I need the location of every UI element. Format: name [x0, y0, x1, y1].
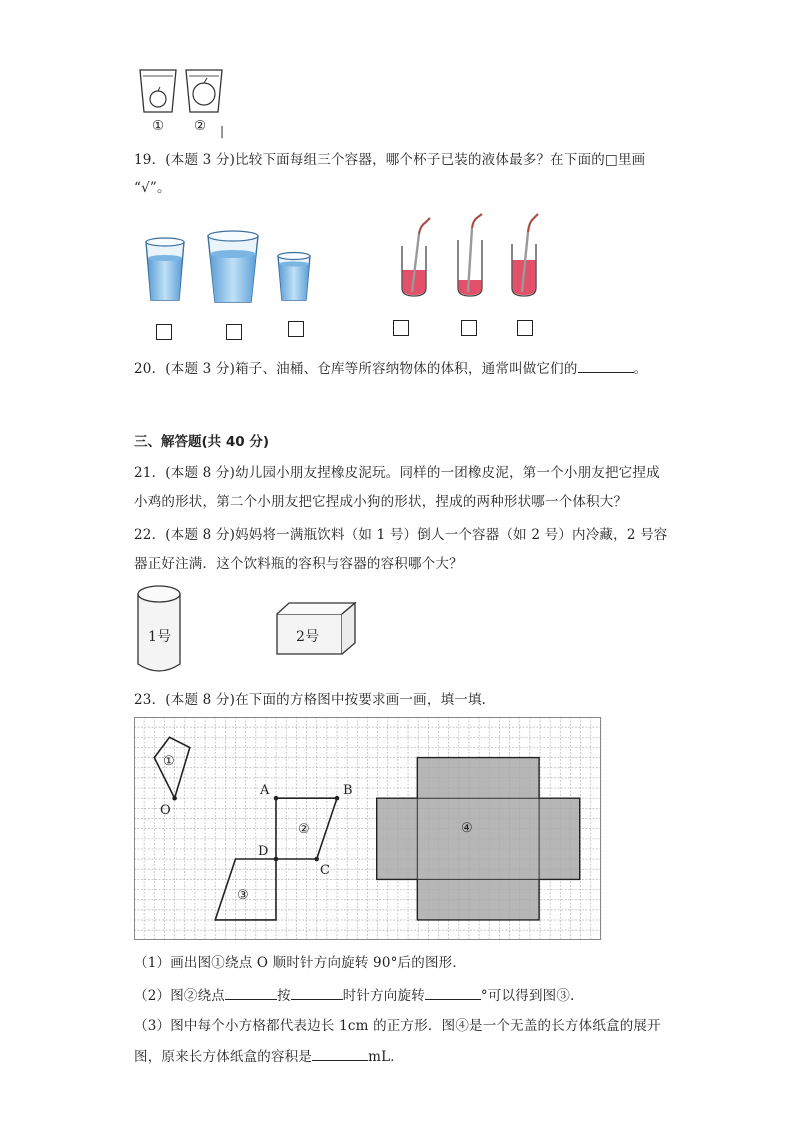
q23-part2	[134, 985, 575, 1006]
juice-glass-3	[512, 214, 538, 296]
top-cups-figure	[134, 66, 234, 138]
cup-label-2: ②	[194, 118, 207, 134]
stray-mark: |	[220, 124, 225, 138]
water-glass-2	[208, 231, 258, 302]
label-fig3: ③	[237, 888, 249, 903]
label-fig1: ①	[163, 754, 175, 769]
checkbox-water-3[interactable]	[288, 321, 304, 337]
water-glasses-figure	[140, 228, 320, 308]
q23-angle-blank[interactable]	[425, 985, 481, 1000]
q23-part2-c: 时针方向旋转	[342, 988, 425, 1004]
q23-part3-line1: （3）图中每个小方格都代表边长 1cm 的正方形．图④是一个无盖的长方体纸盒的展开	[134, 1018, 661, 1034]
box-net-shape-4	[377, 758, 580, 920]
juice-glasses-figure	[392, 208, 552, 304]
q20	[134, 358, 647, 379]
q20-end: 。	[633, 361, 648, 377]
q22-line1: 22．(本题 8 分)妈妈将一满瓶饮料（如 1 号）倒人一个容器（如 2 号）内冷藏，2 号容	[134, 527, 668, 543]
q23-part3-line2	[134, 1046, 404, 1067]
label-B: B	[343, 783, 353, 798]
water-glass-1	[146, 238, 184, 300]
q19-line2: “√”。	[134, 180, 171, 196]
checkbox-juice-1[interactable]	[393, 320, 409, 336]
checkbox-water-2[interactable]	[226, 324, 242, 340]
bottle-label: 1号	[148, 629, 172, 645]
q23-part2-d: °可以得到图③.	[480, 988, 575, 1004]
checkbox-juice-2[interactable]	[461, 320, 477, 336]
q22-line2: 器正好注满．这个饮料瓶的容积与容器的容积哪个大？	[134, 556, 463, 572]
label-D: D	[258, 844, 269, 859]
q23-direction-blank[interactable]	[291, 985, 343, 1000]
q20-text: 20．(本题 3 分)箱子、油桶、仓库等所容纳物体的体积，通常叫做它们的	[134, 361, 578, 377]
q20-answer-blank[interactable]	[578, 358, 634, 373]
water-glass-3	[278, 253, 310, 301]
cup-1	[140, 70, 176, 112]
cup-label-1: ①	[152, 118, 165, 134]
q23-part3-a: 图，原来长方体纸盒的容积是	[134, 1049, 313, 1065]
q21-line1: 21．(本题 8 分)幼儿园小朋友捏橡皮泥玩。同样的一团橡皮泥，第一个小朋友把它捏成	[134, 465, 660, 481]
label-O: O	[160, 803, 171, 818]
q23-part2-a: （2）图②绕点	[134, 988, 225, 1004]
section-3-title: 三、解答题(共 40 分)	[134, 434, 270, 450]
label-fig2: ②	[298, 822, 310, 837]
q23-title: 23．(本题 8 分)在下面的方格图中按要求画一画，填一填．	[134, 692, 496, 708]
label-A: A	[260, 783, 270, 798]
label-fig4: ④	[461, 821, 473, 836]
checkbox-water-1[interactable]	[156, 324, 172, 340]
q23-point-blank[interactable]	[225, 985, 277, 1000]
juice-glass-2	[458, 214, 482, 296]
q19-line1: 19．(本题 3 分)比较下面每组三个容器，哪个杯子已装的液体最多？在下面的□里画	[134, 152, 646, 168]
checkbox-juice-3[interactable]	[517, 320, 533, 336]
box-label: 2号	[296, 629, 320, 645]
q21-line2: 小鸡的形状，第二个小朋友把它捏成小狗的形状，捏成的两种形状哪一个体积大？	[134, 494, 628, 510]
cup-2	[186, 70, 222, 112]
q23-part1: （1）画出图①绕点 O 顺时针方向旋转 90°后的图形．	[134, 955, 467, 971]
q23-part2-b: 按	[277, 988, 291, 1004]
juice-glass-1	[402, 218, 430, 296]
square-grid-figure	[134, 717, 602, 941]
q23-part3-b: mL．	[368, 1049, 404, 1065]
q23-volume-blank[interactable]	[312, 1046, 368, 1061]
label-C: C	[320, 863, 330, 878]
